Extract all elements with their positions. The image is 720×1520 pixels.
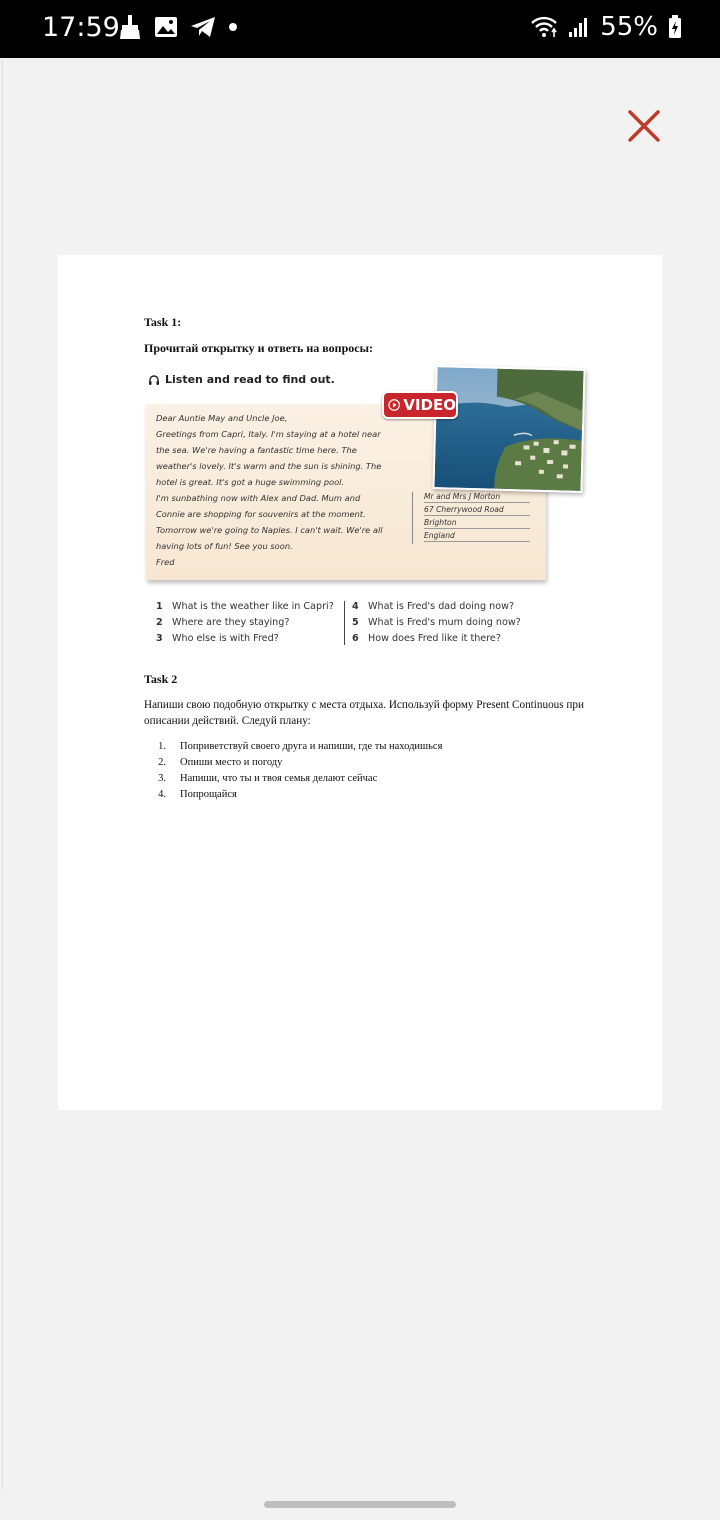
capri-landscape-image (434, 367, 583, 491)
postcard-image (144, 367, 588, 587)
play-icon (388, 395, 400, 415)
postcard-divider (412, 492, 413, 544)
question-item (156, 599, 334, 615)
status-notification-icons (118, 14, 238, 40)
question-text: What is Fred's dad doing now? (368, 601, 515, 612)
postcard-address (424, 490, 530, 542)
battery-level: 55% (600, 12, 658, 42)
question-item (156, 631, 334, 647)
task2-instruction: Напиши свою подобную открытку с места отдыха. Используй форму Present Continuous при описании действий. Следуй плану: (144, 699, 584, 727)
telegram-icon (190, 16, 216, 38)
question-text: Where are they staying? (172, 617, 290, 628)
letter-line: the sea. We're having a fantastic time here. The (156, 445, 357, 455)
headphones-icon (148, 374, 160, 386)
question-item (352, 631, 521, 647)
letter-line: having lots of fun! See you soon. (156, 541, 293, 551)
question-text: What is the weather like in Capri? (172, 601, 334, 612)
status-time: 17:59 (42, 12, 120, 43)
image-icon (154, 16, 178, 38)
plan-item (144, 771, 442, 787)
letter-line: Fred (156, 557, 175, 567)
question-number: 2 (156, 617, 163, 628)
question-number: 1 (156, 601, 163, 612)
plan-number: 2. (158, 757, 166, 768)
question-text: What is Fred's mum doing now? (368, 617, 521, 628)
task2-plan (144, 739, 442, 803)
battery-icon (668, 15, 682, 39)
question-number: 5 (352, 617, 359, 628)
letter-line: hotel is great. It's got a huge swimming pool. (156, 477, 345, 487)
questions-left-column (156, 599, 334, 647)
letter-line: Greetings from Capri, Italy. I'm staying at a hotel near (156, 429, 381, 439)
card-header-text: Listen and read to find out. (165, 373, 335, 386)
video-label: VIDEO (403, 396, 456, 414)
dot-icon (228, 22, 238, 32)
signal-icon (568, 16, 590, 38)
letter-line: Dear Auntie May and Uncle Joe, (156, 413, 288, 423)
question-item (352, 615, 521, 631)
questions-divider (344, 601, 345, 645)
question-item (352, 599, 521, 615)
task1-instruction: Прочитай открытку и ответь на вопросы: (144, 341, 373, 355)
plan-text: Попрощайся (180, 789, 237, 800)
cleaner-icon (118, 14, 142, 40)
plan-item (144, 739, 442, 755)
question-number: 6 (352, 633, 359, 644)
plan-item (144, 755, 442, 771)
questions-list (156, 599, 536, 649)
document-page (58, 255, 662, 1110)
plan-number: 1. (158, 741, 166, 752)
status-bar (0, 0, 720, 58)
close-icon[interactable] (624, 106, 664, 146)
letter-line: Tomorrow we're going to Naples. I can't wait. We're all (156, 525, 383, 535)
postcard-letter (156, 410, 406, 570)
letter-line: weather's lovely. It's warm and the sun is shining. The (156, 461, 382, 471)
video-button[interactable] (382, 391, 458, 419)
task1-heading: Task 1: (144, 315, 182, 329)
plan-text: Опиши место и погоду (180, 757, 283, 768)
wifi-icon (530, 15, 558, 39)
letter-line: Connie are shopping for souvenirs at the moment. (156, 509, 366, 519)
capri-photo (432, 365, 585, 493)
home-indicator[interactable] (264, 1501, 456, 1508)
plan-number: 4. (158, 789, 166, 800)
address-line: England (424, 529, 530, 542)
card-header (148, 373, 335, 386)
plan-text: Поприветствуй своего друга и напиши, где ты находишься (180, 741, 443, 752)
address-line: Mr and Mrs J Morton (424, 490, 530, 503)
address-line: Brighton (424, 516, 530, 529)
question-number: 4 (352, 601, 359, 612)
task2-heading: Task 2 (144, 672, 178, 686)
address-line: 67 Cherrywood Road (424, 503, 530, 516)
question-text: How does Fred like it there? (368, 633, 501, 644)
status-system-icons (530, 12, 682, 42)
question-text: Who else is with Fred? (172, 633, 279, 644)
letter-line: I'm sunbathing now with Alex and Dad. Mum and (156, 493, 361, 503)
question-number: 3 (156, 633, 163, 644)
plan-number: 3. (158, 773, 166, 784)
questions-right-column (352, 599, 521, 647)
plan-item (144, 787, 442, 803)
question-item (156, 615, 334, 631)
plan-text: Напиши, что ты и твоя семья делают сейчас (180, 773, 378, 784)
